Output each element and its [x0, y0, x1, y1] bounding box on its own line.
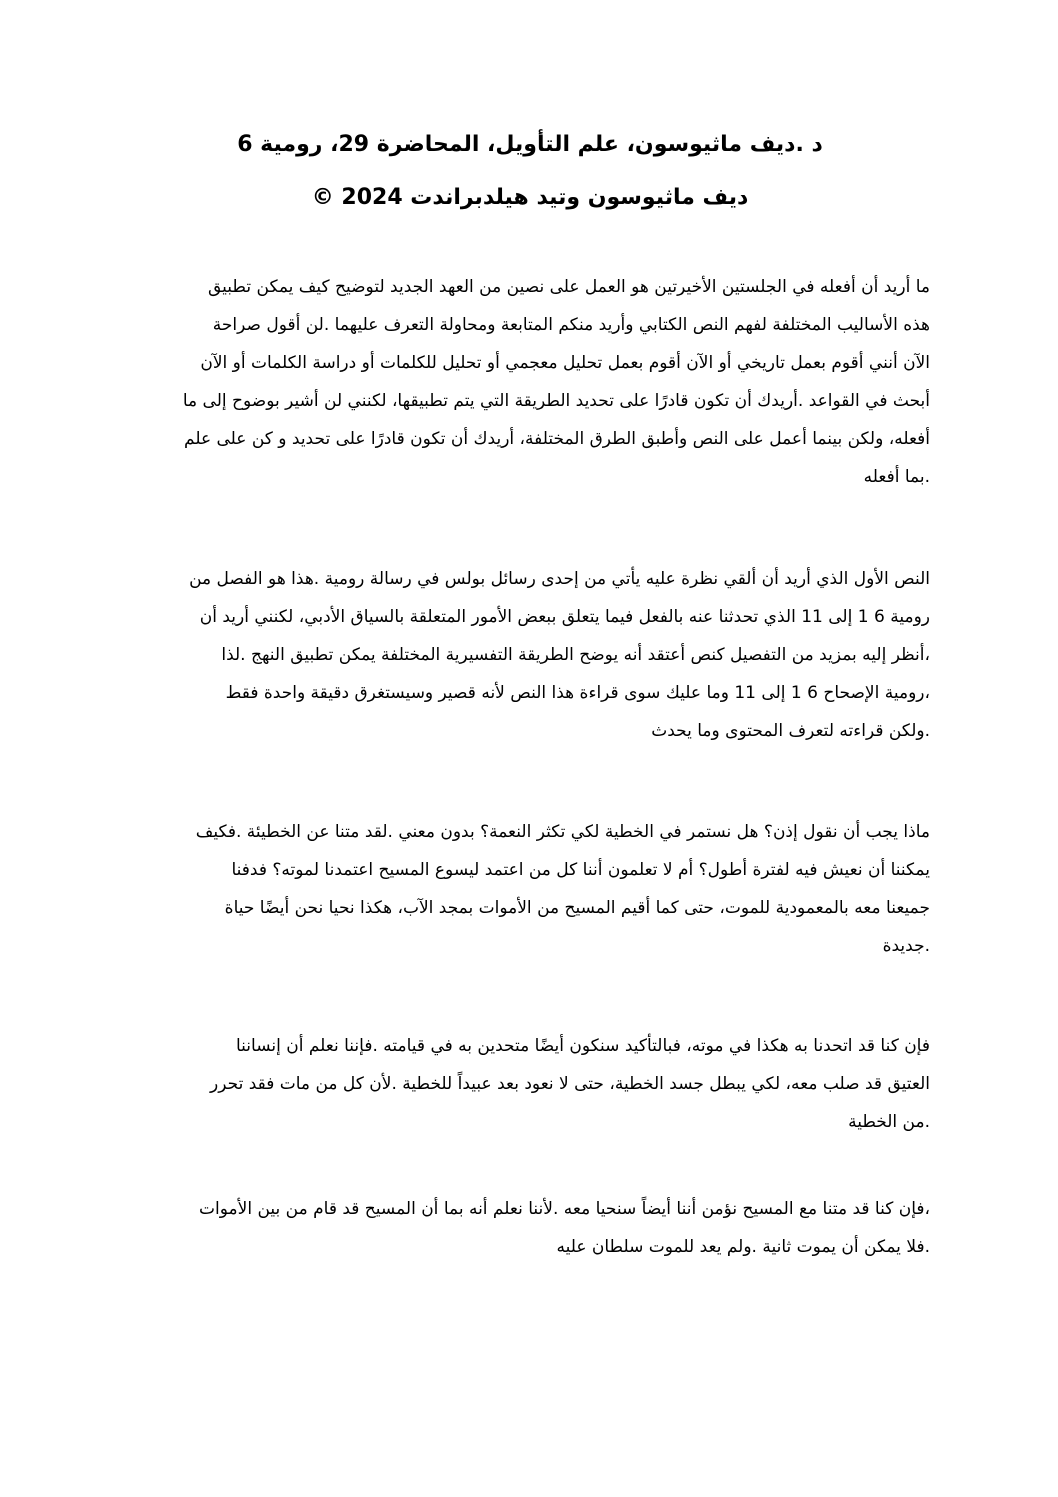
text-line: العتيق قد صلب معه، لكي يبطل جسد الخطية، حتى لا نعود بعد عبيداً للخطية .لأن كل من مات فقد تحرر — [210, 1074, 930, 1094]
text-line: جميعنا معه بالمعمودية للموت، حتى كما أقيم المسيح من الأموات بمجد الآب، هكذا نحيا نحن أيضًا حياة — [224, 898, 930, 918]
text-line: رومية 6 1 إلى 11 الذي تحدثنا عنه بالفعل فيما يتعلق ببعض الأمور المتعلقة بالسياق الأدبي، لكنني أريد أن — [199, 607, 930, 627]
text-line: فإن كنا قد اتحدنا به هكذا في موته، فبالتأكيد سنكون أيضًا متحدين به في قيامته .فإننا نعلم أن إنساننا — [235, 1036, 930, 1056]
text-line: ماذا يجب أن نقول إذن؟ هل نستمر في الخطية لكي تكثر النعمة؟ بدون معني .لقد متنا عن الخطيئة .فكيف — [195, 822, 930, 842]
text-line: .جديدة — [882, 936, 930, 956]
text-line: .من الخطية — [848, 1112, 930, 1132]
text-line: ،أنظر إليه بمزيد من التفصيل كنص أعتقد أنه يوضح الطريقة التفسيرية المختلفة يمكن تطبيق النهج .لذا — [221, 645, 930, 665]
text-line: .ولكن قراءته لتعرف المحتوى وما يحدث — [651, 721, 930, 741]
text-line: هذه الأساليب المختلفة لفهم النص الكتابي وأريد منكم المتابعة ومحاولة التعرف عليهما .لن أقول صراحة — [212, 315, 930, 335]
document-title: د .ديف ماثيوسون، علم التأويل، المحاضرة 29، رومية 6 — [237, 132, 823, 157]
text-line: الآن أنني أقوم بعمل تاريخي أو الآن أقوم بعمل تحليل معجمي أو تحليل للكلمات أو دراسة الكلمات أو الآن — [200, 353, 930, 373]
paragraph-first-text — [132, 560, 930, 750]
text-line: ،رومية الإصحاح 6 1 إلى 11 وما عليك سوى قراءة هذا النص لأنه قصير وسيستغرق دقيقة واحدة فقط — [225, 683, 930, 703]
text-line: أبحث في القواعد .أريدك أن تكون قادرًا على تحديد الطريقة التي يتم تطبيقها، لكنني لن أشير بوضوح إلى ما — [182, 391, 930, 411]
text-line: ما أريد أن أفعله في الجلستين الأخيرتين هو العمل على نصين من العهد الجديد لتوضيح كيف يمكن تطبيق — [207, 277, 930, 297]
text-line: يمكننا أن نعيش فيه لفترة أطول؟ أم لا تعلمون أننا كل من اعتمد ليسوع المسيح اعتمدنا لموته؟ فدفنا — [231, 860, 930, 880]
text-line: أفعله، ولكن بينما أعمل على النص وأطبق الطرق المختلفة، أريدك أن تكون قادرًا على تحديد و كن على علم — [184, 429, 930, 449]
text-line: .فلا يمكن أن يموت ثانية .ولم يعد للموت سلطان عليه — [556, 1237, 930, 1257]
text-line: .بما أفعله — [863, 467, 930, 487]
paragraph-romans-quote-3 — [132, 1190, 930, 1266]
copyright-line: ديف ماثيوسون وتيد هيلدبراندت 2024 © — [311, 185, 749, 210]
text-line: النص الأول الذي أريد أن ألقي نظرة عليه يأتي من إحدى رسائل بولس في رسالة رومية .هذا هو الفصل من — [189, 569, 930, 589]
paragraph-romans-quote-1 — [132, 813, 930, 965]
paragraph-intro — [132, 268, 930, 496]
paragraph-romans-quote-2 — [132, 1027, 930, 1141]
text-line: ،فإن كنا قد متنا مع المسيح نؤمن أننا أيضاً سنحيا معه .لأننا نعلم أنه بما أن المسيح قد قام من بين الأموات — [199, 1199, 930, 1219]
